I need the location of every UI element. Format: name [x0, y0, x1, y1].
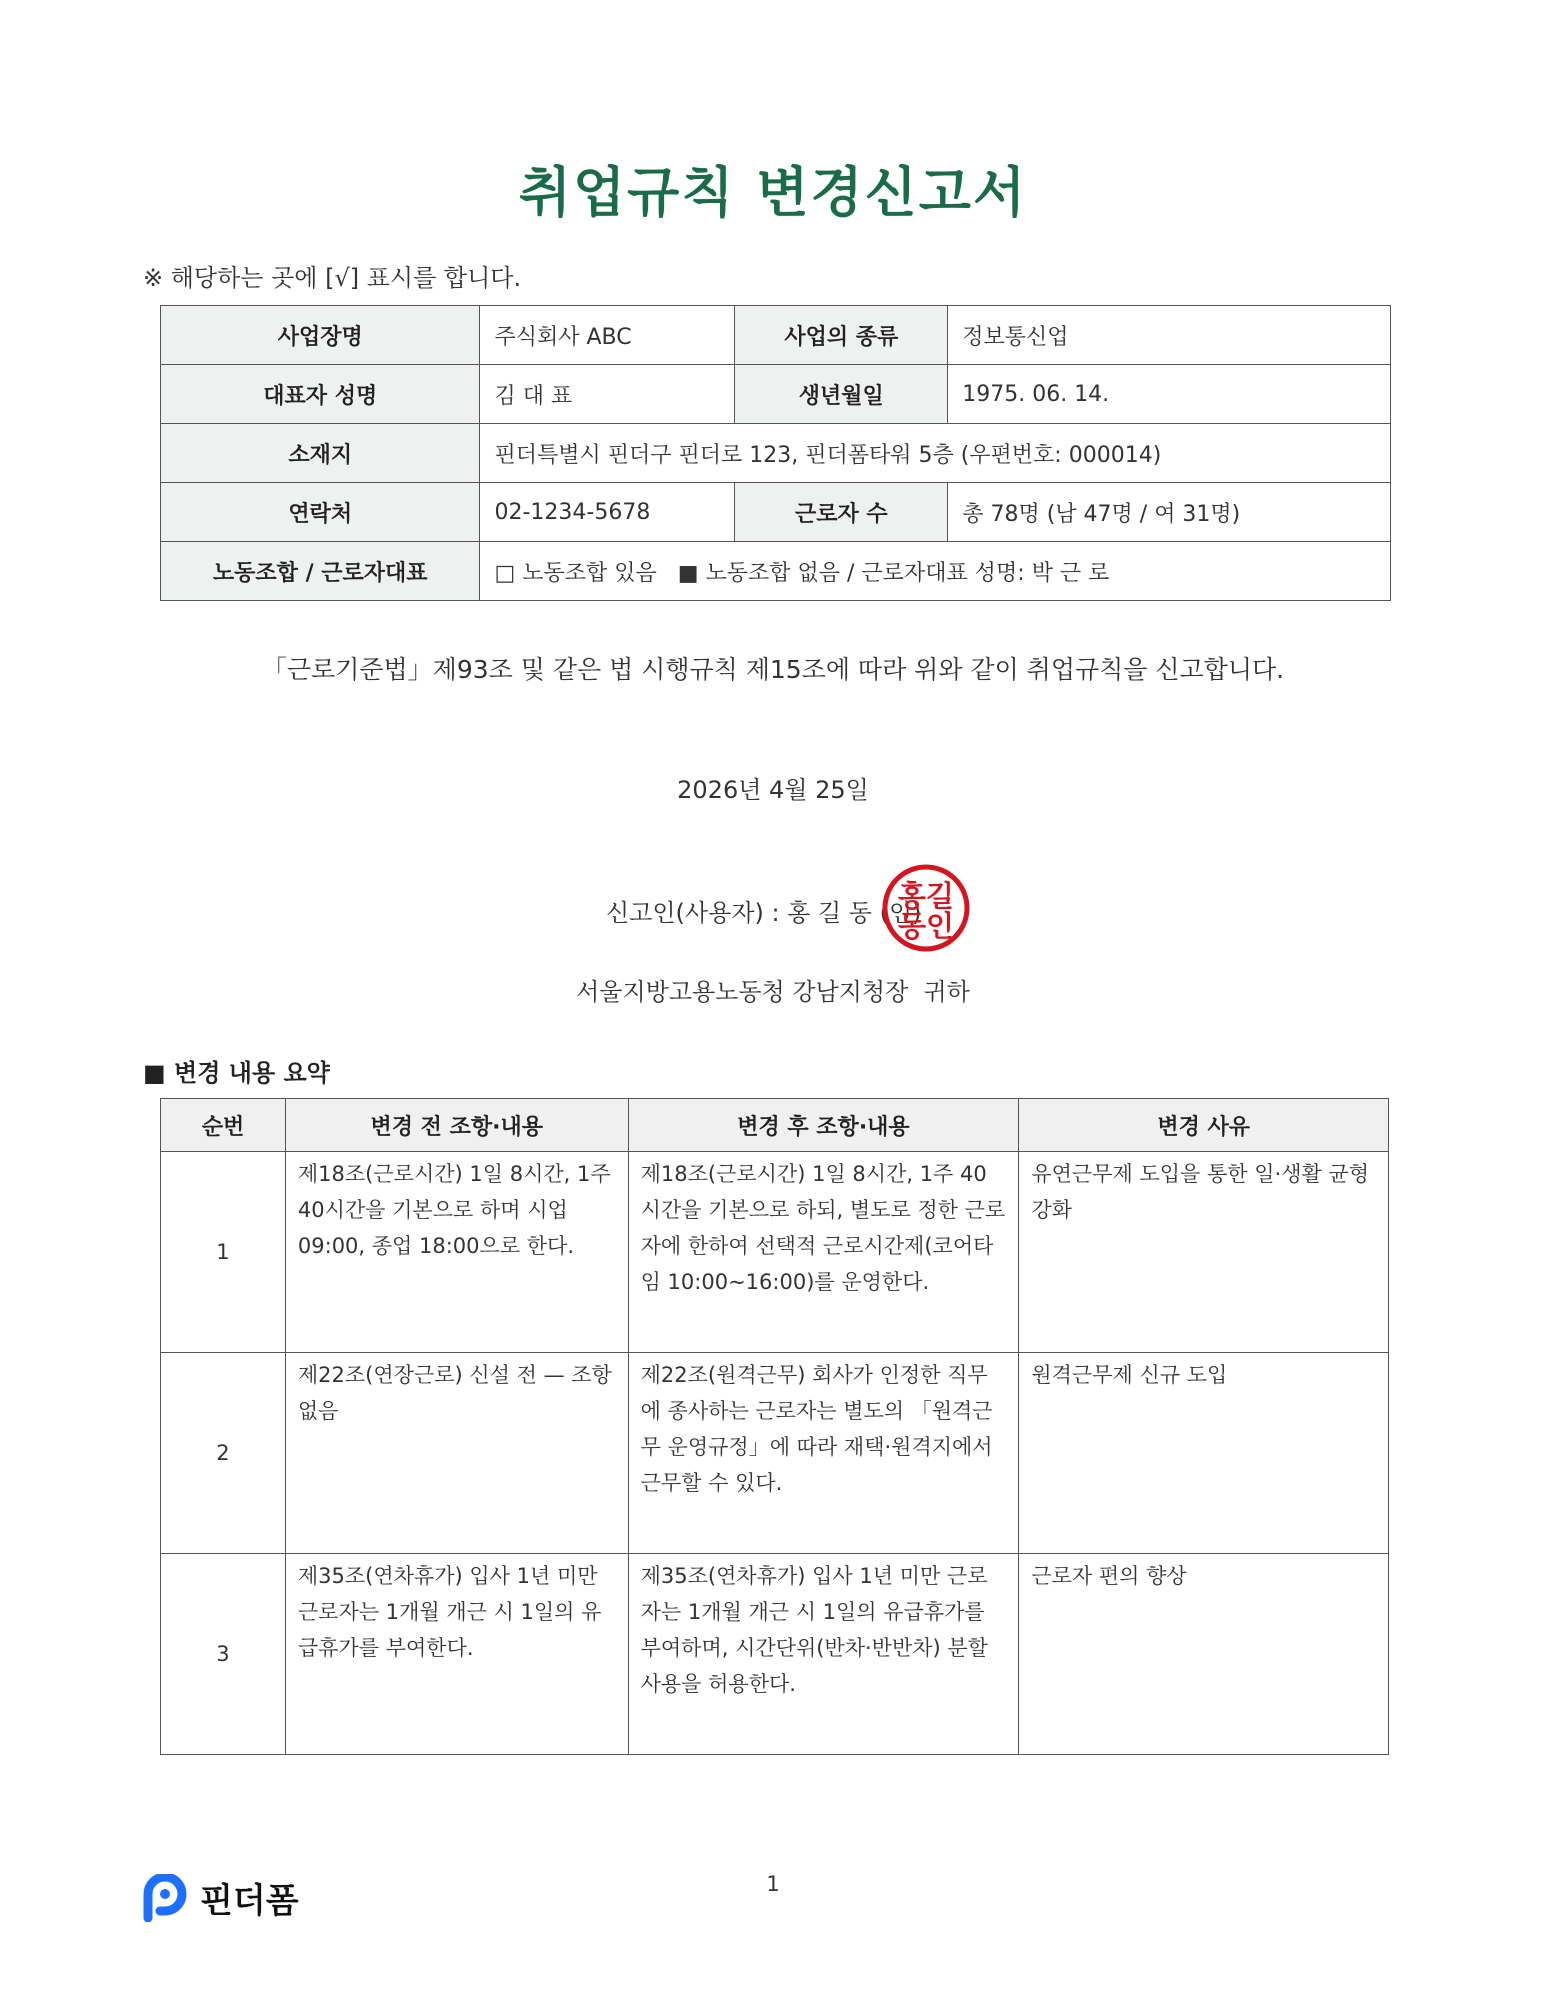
header-no: 순번 — [161, 1099, 286, 1152]
header-before: 변경 전 조항·내용 — [285, 1099, 628, 1152]
header-reason: 변경 사유 — [1019, 1099, 1389, 1152]
seal-top-text: 홍길 — [897, 879, 955, 913]
applicant-line: 신고인(사용자) : 홍 길 동 (인) — [606, 899, 922, 927]
row-number: 2 — [161, 1353, 286, 1554]
finderform-logo-icon — [142, 1874, 188, 1922]
address-value: 핀더특별시 핀더구 핀더로 123, 핀더폼타워 5층 (우편번호: 000014) — [480, 424, 1391, 483]
ceo-value: 김 대 표 — [480, 365, 735, 424]
table-row — [161, 424, 1391, 483]
address-label: 소재지 — [161, 424, 480, 483]
table-row — [161, 306, 1391, 365]
birth-value: 1975. 06. 14. — [948, 365, 1391, 424]
workers-label: 근로자 수 — [735, 483, 948, 542]
document-title: 취업규칙 변경신고서 — [518, 161, 1028, 224]
row-number: 1 — [161, 1152, 286, 1353]
table-row — [161, 1152, 1389, 1353]
reason-content: 원격근무제 신규 도입 — [1019, 1353, 1389, 1554]
contact-value: 02-1234-5678 — [480, 483, 735, 542]
business-type-label: 사업의 종류 — [735, 306, 948, 365]
report-date: 2026년 4월 25일 — [677, 776, 869, 804]
summary-table — [160, 1098, 1389, 1755]
instruction-note: ※ 해당하는 곳에 [√] 표시를 합니다. — [143, 264, 522, 292]
union-label: 노동조합 / 근로자대표 — [161, 542, 480, 601]
table-row — [161, 365, 1391, 424]
declaration-statement: 「근로기준법」제93조 및 같은 법 시행규칙 제15조에 따라 위와 같이 취업규칙을 신고합니다. — [261, 655, 1285, 684]
contact-label: 연락처 — [161, 483, 480, 542]
business-name-value: 주식회사 ABC — [480, 306, 735, 365]
recipient-line: 서울지방고용노동청 강남지청장 귀하 — [576, 978, 970, 1006]
section-title: ■ 변경 내용 요약 — [143, 1059, 330, 1087]
table-row — [161, 1353, 1389, 1554]
business-type-value: 정보통신업 — [948, 306, 1391, 365]
union-value: □ 노동조합 있음 ■ 노동조합 없음 / 근로자대표 성명: 박 근 로 — [480, 542, 1391, 601]
header-after: 변경 후 조항·내용 — [628, 1099, 1019, 1152]
before-content: 제22조(연장근로) 신설 전 — 조항 없음 — [285, 1353, 628, 1554]
table-row — [161, 483, 1391, 542]
brand-logo — [142, 1873, 299, 1922]
reason-content: 유연근무제 도입을 통한 일·생활 균형 강화 — [1019, 1152, 1389, 1353]
after-content: 제18조(근로시간) 1일 8시간, 1주 40시간을 기본으로 하되, 별도로 정한 근로자에 한하여 선택적 근로시간제(코어타임 10:00~16:00)를 운영한다. — [628, 1152, 1019, 1353]
seal-stamp-icon — [880, 862, 972, 954]
after-content: 제35조(연차휴가) 입사 1년 미만 근로자는 1개월 개근 시 1일의 유급휴가를 부여하며, 시간단위(반차·반반차) 분할 사용을 허용한다. — [628, 1554, 1019, 1755]
reason-content: 근로자 편의 향상 — [1019, 1554, 1389, 1755]
business-name-label: 사업장명 — [161, 306, 480, 365]
page-number: 1 — [766, 1872, 780, 1896]
table-row — [161, 542, 1391, 601]
workers-value: 총 78명 (남 47명 / 여 31명) — [948, 483, 1391, 542]
ceo-label: 대표자 성명 — [161, 365, 480, 424]
info-table — [160, 305, 1391, 601]
after-content: 제22조(원격근무) 회사가 인정한 직무에 종사하는 근로자는 별도의 「원격근무 운영규정」에 따라 재택·원격지에서 근무할 수 있다. — [628, 1353, 1019, 1554]
row-number: 3 — [161, 1554, 286, 1755]
seal-bottom-text: 동인 — [897, 909, 955, 943]
before-content: 제35조(연차휴가) 입사 1년 미만 근로자는 1개월 개근 시 1일의 유급휴가를 부여한다. — [285, 1554, 628, 1755]
birth-label: 생년월일 — [735, 365, 948, 424]
table-row — [161, 1554, 1389, 1755]
logo-text: 핀더폼 — [200, 1881, 299, 1921]
table-header-row — [161, 1099, 1389, 1152]
before-content: 제18조(근로시간) 1일 8시간, 1주 40시간을 기본으로 하며 시업 09:00, 종업 18:00으로 한다. — [285, 1152, 628, 1353]
